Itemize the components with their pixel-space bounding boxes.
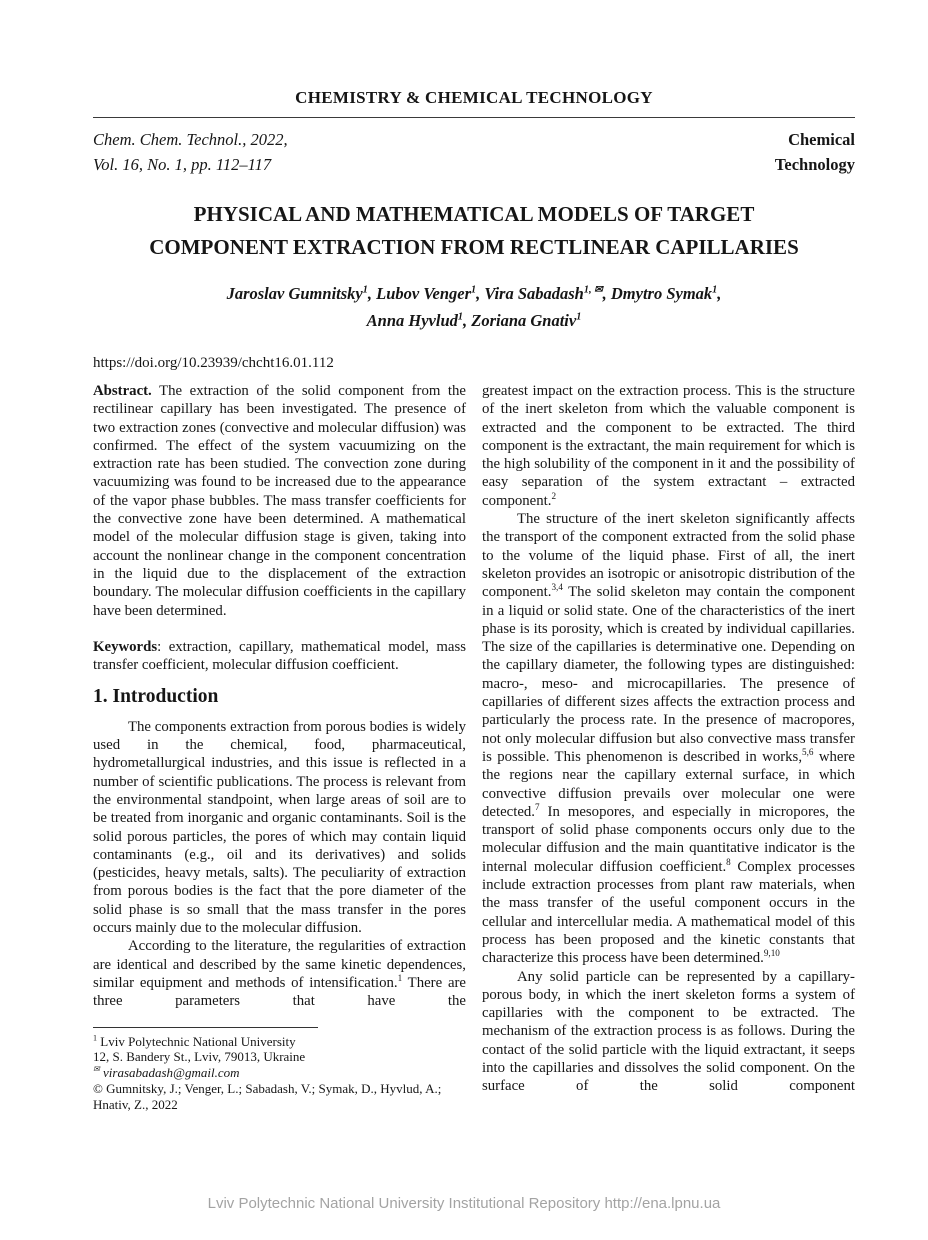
authors-line-2: Anna Hyvlud$^1$, Zoriana Gnativ$^1$ <box>366 311 582 330</box>
author-list <box>93 280 855 334</box>
journal-short-line-1: Chemical <box>788 130 855 149</box>
intro-paragraph-2: According to the literature, the regularities of extraction are identical and described by the same kinetic dependences, similar equipment and methods of intensification.$^1$ There are three parameters that have the <box>93 938 467 1010</box>
footnote-copyright: © Gumnitsky, J.; Venger, L.; Sabadash, V.; Symak, D., Hyvlud, A.; Hnativ, Z., 2022 <box>93 1080 442 1112</box>
body-paragraph-1: greatest impact on the extraction process. This is the structure of the inert skeleton from which the valuable component is extracted and the component to be extracted. The third component is the extractant, the main requirement for which is the high solubility of the component in it and the possibility of easy separation of the system extractant – extracted component.$^2$ <box>482 383 855 509</box>
left-column <box>93 382 466 1112</box>
right-column <box>482 382 855 1112</box>
citation-line-2: Vol. 16, No. 1, pp. 112–117 <box>93 155 272 174</box>
footnote-affiliation: $^1$ Lviv Polytechnic National University <box>93 1033 296 1049</box>
citation-line-1: Chem. Chem. Technol., 2022, <box>93 130 288 149</box>
abstract-label: Abstract. <box>93 383 152 399</box>
journal-name: CHEMISTRY & CHEMICAL TECHNOLOGY <box>295 88 653 107</box>
intro-paragraph-1: The components extraction from porous bodies is widely used in the chemical, food, pharmaceutical, hydrometallurgical industries, and this issue is reflected in a number of scientific publications. The process is relevant from the environmental standpoint, when large areas of soil are to be treated from inorganic and organic contaminants. Soil is the solid porous particles, the pores of which may contain liquid contaminants (e.g., oil and its derivatives) and solids (pesticides, heavy metals, salts). The peculiarity of extraction from porous bodies is the fact that the pore diameter of the solid phase is so small that the mass transfer in the pores occurs mainly due to the molecular diffusion. <box>93 718 466 937</box>
footnote-email[interactable]: ✉ virasabadash@gmail.com <box>93 1064 240 1081</box>
journal-short-line-2: Technology <box>774 155 855 174</box>
doi-link[interactable]: https://doi.org/10.23939/chcht16.01.112 <box>93 355 334 371</box>
authors-line-1: Jaroslav Gumnitsky$^1$, Lubov Venger$^1$, Vira Sabadash$^{1, ✉}$, Dmytro Symak$^1$, <box>226 284 722 303</box>
repository-footer: Lviv Polytechnic National University Institutional Repository http://ena.lpnu.ua <box>207 1195 721 1212</box>
footnote-divider <box>93 1027 318 1028</box>
body-paragraph-3: Any solid particle can be represented by a capillary-porous body, in which the inert skeleton forms a system of capillaries with the component to be extracted. The mechanism of the extraction process is as follows. During the contact of the solid particle with the liquid extractant, it seeps into the capillaries and dissolves the solid component. On the surface of the solid component <box>482 968 855 1095</box>
journal-short-name <box>775 127 855 177</box>
keywords-text: : extraction, capillary, mathematical model, mass transfer coefficient, molecular diffusion coefficient. <box>93 638 466 674</box>
citation-row <box>93 127 855 177</box>
two-column-body <box>93 382 855 1112</box>
abstract-paragraph <box>93 382 466 620</box>
citation-info <box>93 127 288 177</box>
body-paragraph-2: The structure of the inert skeleton significantly affects the transport of the component extracted from the solid phase to the volume of the liquid phase. First of all, the inert skeleton provides an isotropic or anisotropic distribution of the component.$^{3,4}$ The solid skeleton may contain the component in a liquid or solid state. One of the characteristics of the inert phase is its porosity, which is created by individual capillaries. The size of the capillaries is determinative one. Depending on the capillary diameter, the following types are distinguished: macro-, meso- and microcapillaries. The presence of capillaries of different sizes affects the extraction process and particularly the process rate. In the presence of macropores, not only molecular diffusion but also convective mass transfer is possible. This phenomenon is described in works,$^{5,6}$ where the regions near the capillary external surface, in which convective diffusion prevails over molecular one were detected.$^7$ In mesopores, and especially in micropores, the transport of solid phase components occurs only due to the molecular diffusion and the main quantitative indicator is the internal molecular diffusion coefficient.$^8$ Complex processes include extraction processes from plant raw materials, when the mass transfer of the useful component occurs in the cellular and intercellular media. A mathematical model of this process has been proposed and the kinetic constants that characterize this process have been determined.$^{9,10}$ <box>482 511 855 967</box>
section-heading-introduction: 1. Introduction <box>93 686 219 708</box>
title-line-1: PHYSICAL AND MATHEMATICAL MODELS OF TARGET <box>193 202 755 226</box>
title-line-2: COMPONENT EXTRACTION FROM RECTLINEAR CAPILLARIES <box>149 235 799 259</box>
keywords-paragraph <box>93 638 466 675</box>
page-title <box>93 198 855 264</box>
keywords-label: Keywords <box>93 638 158 655</box>
abstract-text: The extraction of the solid component from the rectilinear capillary has been investigated. The presence of two extraction zones (convective and molecular diffusion) was confirmed. The effect of the system vacuumizing on the extraction rate has been studied. The convection zone during vacuumizing was found to be increased due to the appearance of the vapor phase bubbles. The mass transfer coefficients for the convective zone have been determined. A mathematical model of the molecular diffusion stage is given, taking into account the nonlinear change in the component concentration in the liquid due to the displacement of the extraction boundary. The molecular diffusion coefficients in the capillary have been determined. <box>93 383 467 619</box>
footnote-address: 12, S. Bandery St., Lviv, 79013, Ukraine <box>93 1049 306 1065</box>
header-divider <box>93 117 855 118</box>
footnote-block <box>93 1027 466 1113</box>
